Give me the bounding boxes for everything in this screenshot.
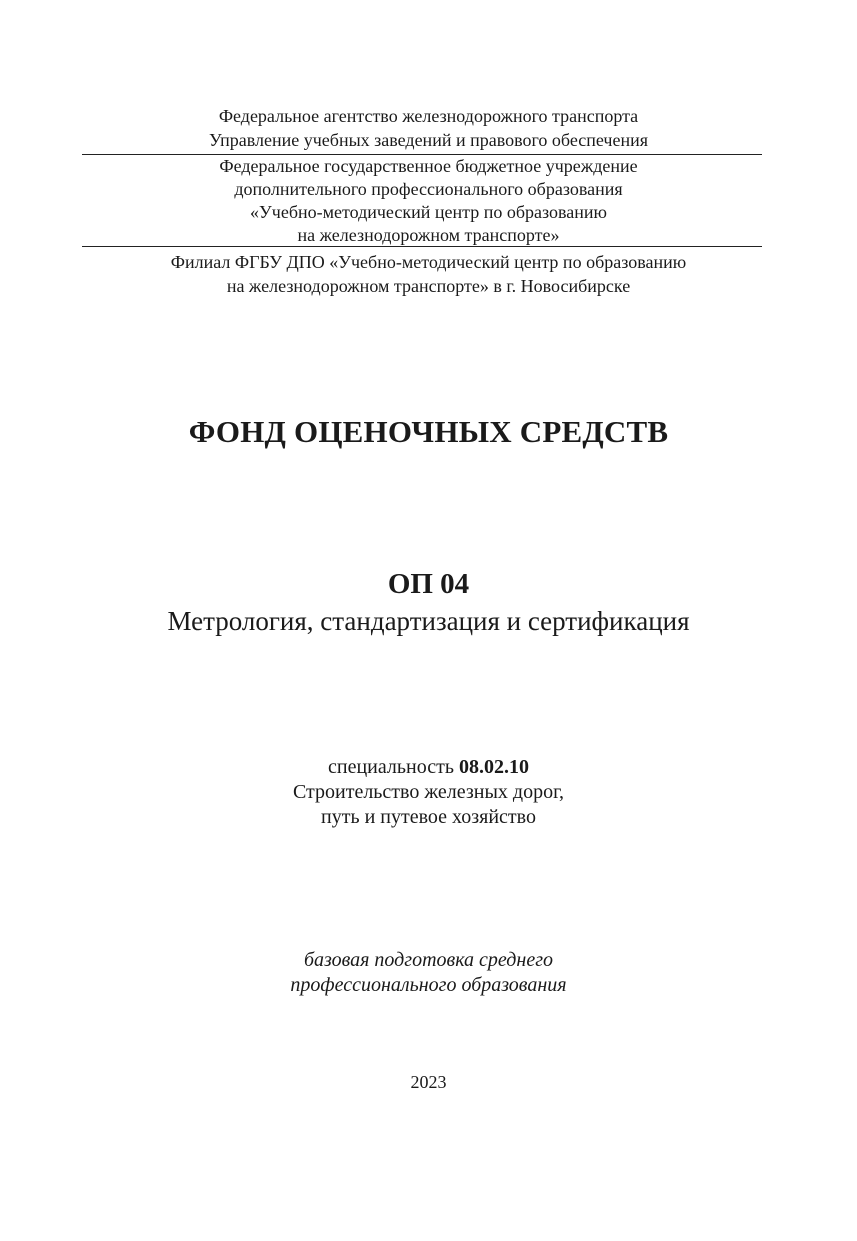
institution-line-1: Федеральное государственное бюджетное учреждение xyxy=(219,156,638,176)
education-level-line-1: базовая подготовка среднего xyxy=(303,949,554,971)
divider-rule-bottom xyxy=(82,246,762,247)
branch-line-2: на железнодорожном транспорте» в г. Новосибирске xyxy=(226,276,631,296)
agency-department: Управление учебных заведений и правового обеспечения xyxy=(208,130,649,150)
course-code: ОП 04 xyxy=(387,568,470,600)
specialty-code: 08.02.10 xyxy=(458,756,529,778)
agency-header xyxy=(0,104,857,152)
education-level-block xyxy=(0,948,857,998)
publication-year: 2023 xyxy=(410,1072,447,1092)
institution-block xyxy=(0,155,857,247)
document-title: ФОНД ОЦЕНОЧНЫХ СРЕДСТВ xyxy=(188,414,669,449)
branch-block xyxy=(0,250,857,298)
course-name: Метрология, стандартизация и сертификация xyxy=(167,606,690,636)
education-level-line-2: профессионального образования xyxy=(290,974,567,996)
specialty-label-line xyxy=(0,755,857,780)
specialty-label: специальность xyxy=(328,756,459,778)
agency-name: Федеральное агентство железнодорожного транспорта xyxy=(218,106,639,126)
institution-line-3: «Учебно-методический центр по образованию xyxy=(250,202,607,222)
institution-line-2: дополнительного профессионального образования xyxy=(234,179,623,199)
branch-line-1: Филиал ФГБУ ДПО «Учебно-методический центр по образованию xyxy=(170,252,687,272)
specialty-name-line-1: Строительство железных дорог, xyxy=(292,781,565,803)
specialty-block xyxy=(0,755,857,830)
specialty-name-line-2: путь и путевое хозяйство xyxy=(321,806,536,828)
institution-line-4: на железнодорожном транспорте» xyxy=(297,225,560,245)
